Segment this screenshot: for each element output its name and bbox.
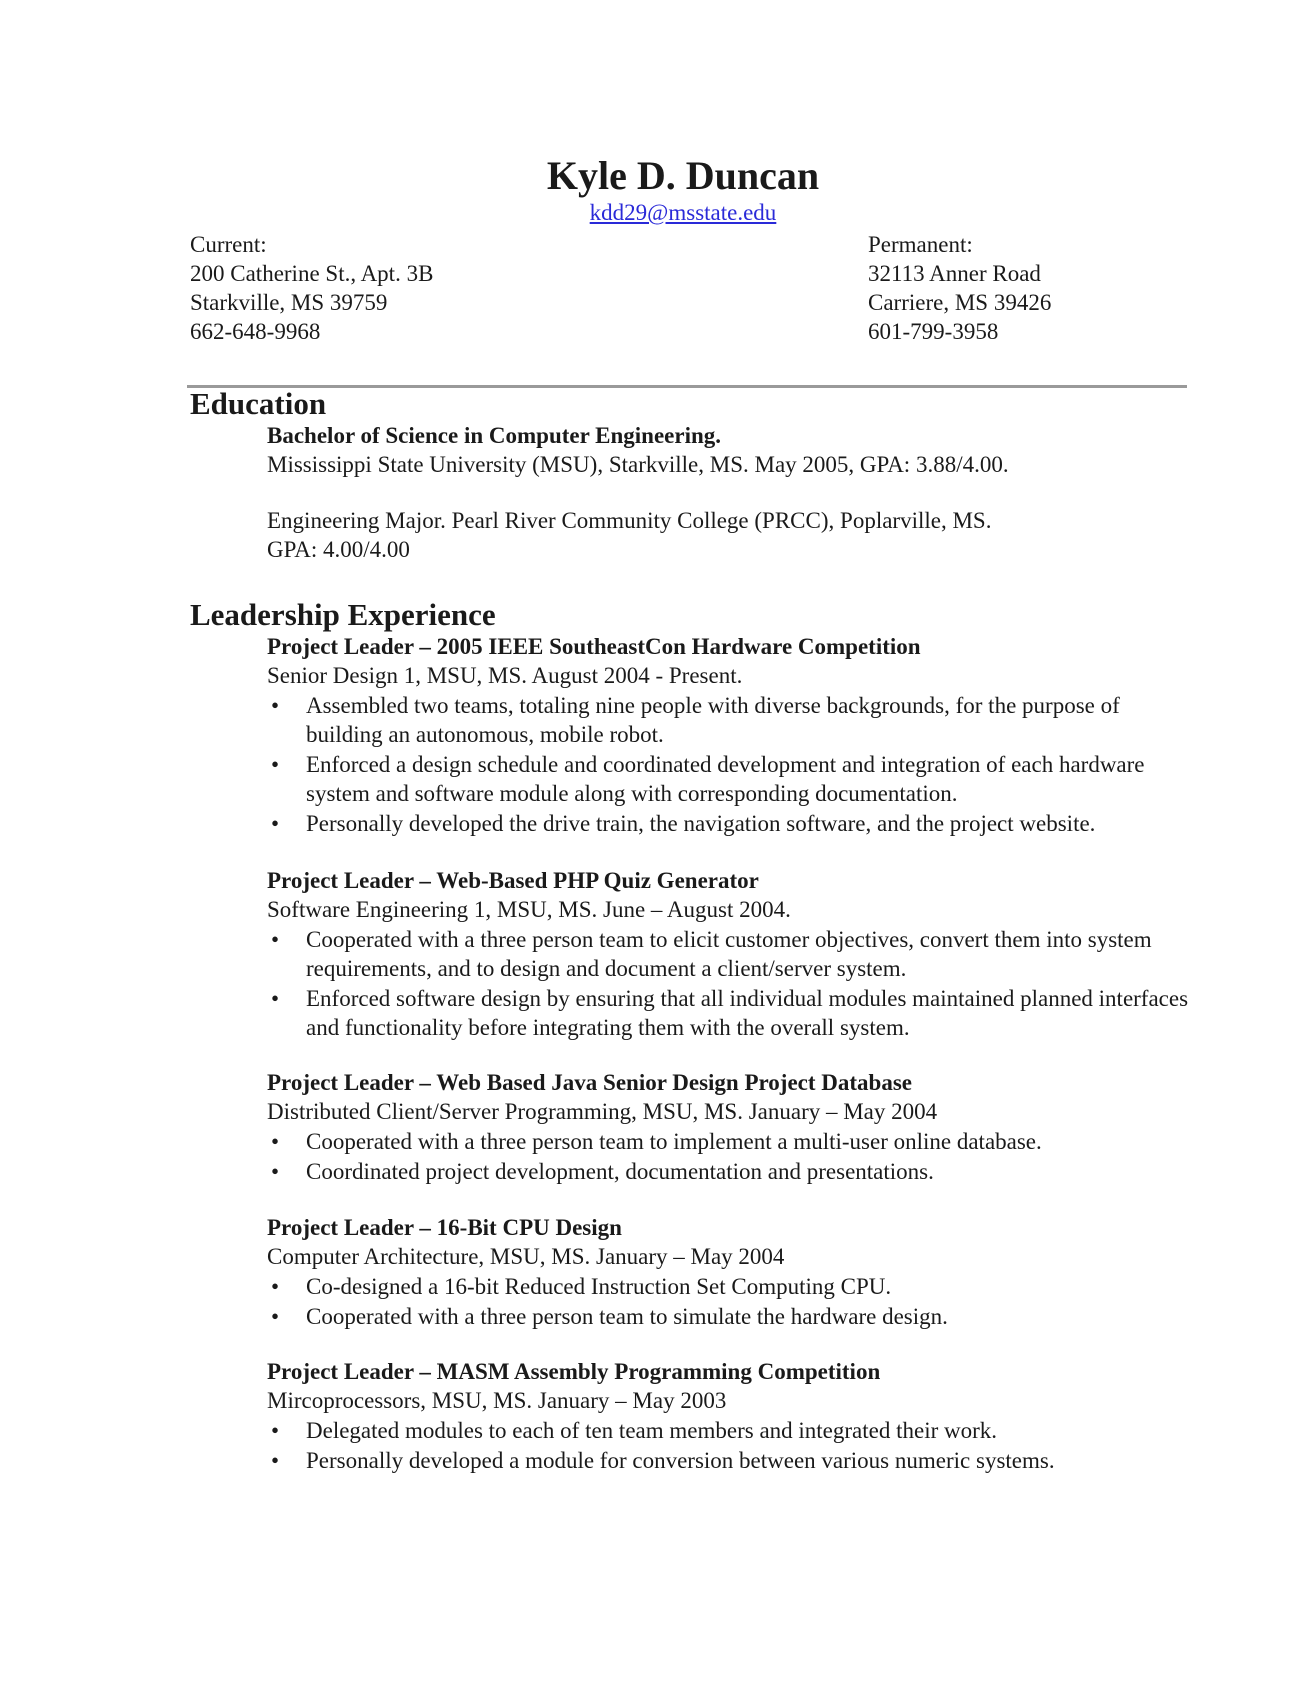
bullet-icon: • bbox=[271, 752, 280, 777]
bullet-list bbox=[267, 1127, 1192, 1186]
permanent-address-label: Permanent: bbox=[868, 232, 973, 257]
leadership-heading: Leadership Experience bbox=[190, 597, 496, 632]
list-item bbox=[267, 1416, 1192, 1445]
list-item bbox=[267, 984, 1192, 1042]
list-item bbox=[267, 1127, 1192, 1156]
current-address bbox=[190, 230, 433, 346]
bullet-text: Assembled two teams, totaling nine people with diverse backgrounds, for the purpose of building an autonomous, mobile robot. bbox=[306, 693, 1120, 747]
entry-subtitle: Software Engineering 1, MSU, MS. June – August 2004. bbox=[267, 897, 791, 922]
bullet-text: Co-designed a 16-bit Reduced Instruction Set Computing CPU. bbox=[306, 1274, 892, 1299]
experience-entry bbox=[267, 1213, 1192, 1332]
list-item bbox=[267, 691, 1192, 749]
bullet-text: Cooperated with a three person team to simulate the hardware design. bbox=[306, 1304, 948, 1329]
experience-entry bbox=[267, 1357, 1192, 1476]
list-item bbox=[267, 809, 1192, 838]
bullet-text: Delegated modules to each of ten team members and integrated their work. bbox=[306, 1418, 998, 1443]
list-item bbox=[267, 1446, 1192, 1475]
permanent-address-street: 32113 Anner Road bbox=[868, 261, 1041, 286]
bullet-icon: • bbox=[271, 1448, 280, 1473]
entry-title: Project Leader – 2005 IEEE SoutheastCon Hardware Competition bbox=[267, 634, 921, 659]
bullet-text: Personally developed the drive train, the navigation software, and the project website. bbox=[306, 811, 1096, 836]
current-address-city: Starkville, MS 39759 bbox=[190, 290, 388, 315]
education-heading: Education bbox=[190, 386, 327, 421]
bullet-text: Enforced software design by ensuring that all individual modules maintained planned interfaces and functionality before integrating them with the overall system. bbox=[306, 986, 1189, 1040]
bullet-icon: • bbox=[271, 811, 280, 836]
experience-entry bbox=[267, 632, 1192, 839]
bullet-icon: • bbox=[271, 1304, 280, 1329]
bullet-text: Enforced a design schedule and coordinated development and integration of each hardware system and software module along with corresponding documentation. bbox=[306, 752, 1145, 806]
bullet-text: Cooperated with a three person team to elicit customer objectives, convert them into system requirements, and to design and document a client/server system. bbox=[306, 927, 1152, 981]
list-item bbox=[267, 1157, 1192, 1186]
bullet-icon: • bbox=[271, 1418, 280, 1443]
prcc-details: Engineering Major. Pearl River Community College (PRCC), Poplarville, MS. bbox=[267, 508, 992, 533]
msu-details: Mississippi State University (MSU), Starkville, MS. May 2005, GPA: 3.88/4.00. bbox=[267, 452, 1009, 477]
list-item bbox=[267, 1302, 1192, 1331]
bullet-text: Personally developed a module for conversion between various numeric systems. bbox=[306, 1448, 1055, 1473]
email-line bbox=[0, 200, 1306, 226]
bullet-icon: • bbox=[271, 1159, 280, 1184]
entry-subtitle: Mircoprocessors, MSU, MS. January – May 2003 bbox=[267, 1388, 727, 1413]
current-address-label: Current: bbox=[190, 232, 267, 257]
degree-title: Bachelor of Science in Computer Engineering. bbox=[267, 423, 722, 448]
education-block bbox=[267, 421, 1009, 564]
entry-title: Project Leader – 16-Bit CPU Design bbox=[267, 1215, 622, 1240]
prcc-gpa: GPA: 4.00/4.00 bbox=[267, 537, 410, 562]
entry-title: Project Leader – Web-Based PHP Quiz Generator bbox=[267, 868, 759, 893]
permanent-address-city: Carriere, MS 39426 bbox=[868, 290, 1052, 315]
bullet-text: Coordinated project development, documentation and presentations. bbox=[306, 1159, 934, 1184]
entry-subtitle: Computer Architecture, MSU, MS. January – May 2004 bbox=[267, 1244, 785, 1269]
list-item bbox=[267, 750, 1192, 808]
entry-title: Project Leader – Web Based Java Senior Design Project Database bbox=[267, 1070, 912, 1095]
experience-entry bbox=[267, 1068, 1192, 1187]
bullet-list bbox=[267, 691, 1192, 838]
list-item bbox=[267, 1272, 1192, 1301]
bullet-icon: • bbox=[271, 986, 280, 1011]
list-item bbox=[267, 925, 1192, 983]
entry-subtitle: Senior Design 1, MSU, MS. August 2004 - Present. bbox=[267, 663, 743, 688]
bullet-list bbox=[267, 1272, 1192, 1331]
permanent-address-phone: 601-799-3958 bbox=[868, 319, 999, 344]
bullet-icon: • bbox=[271, 927, 280, 952]
bullet-list bbox=[267, 925, 1192, 1042]
bullet-list bbox=[267, 1416, 1192, 1475]
permanent-address bbox=[868, 230, 1051, 346]
bullet-icon: • bbox=[271, 1129, 280, 1154]
current-address-phone: 662-648-9968 bbox=[190, 319, 321, 344]
candidate-name: Kyle D. Duncan bbox=[546, 153, 820, 198]
entry-subtitle: Distributed Client/Server Programming, MSU, MS. January – May 2004 bbox=[267, 1099, 938, 1124]
bullet-icon: • bbox=[271, 693, 280, 718]
entry-title: Project Leader – MASM Assembly Programming Competition bbox=[267, 1359, 881, 1384]
header-divider bbox=[187, 385, 1187, 388]
bullet-icon: • bbox=[271, 1274, 280, 1299]
experience-entry bbox=[267, 866, 1192, 1043]
email-link[interactable]: kdd29@msstate.edu bbox=[589, 200, 777, 225]
bullet-text: Cooperated with a three person team to implement a multi-user online database. bbox=[306, 1129, 1042, 1154]
current-address-street: 200 Catherine St., Apt. 3B bbox=[190, 261, 434, 286]
